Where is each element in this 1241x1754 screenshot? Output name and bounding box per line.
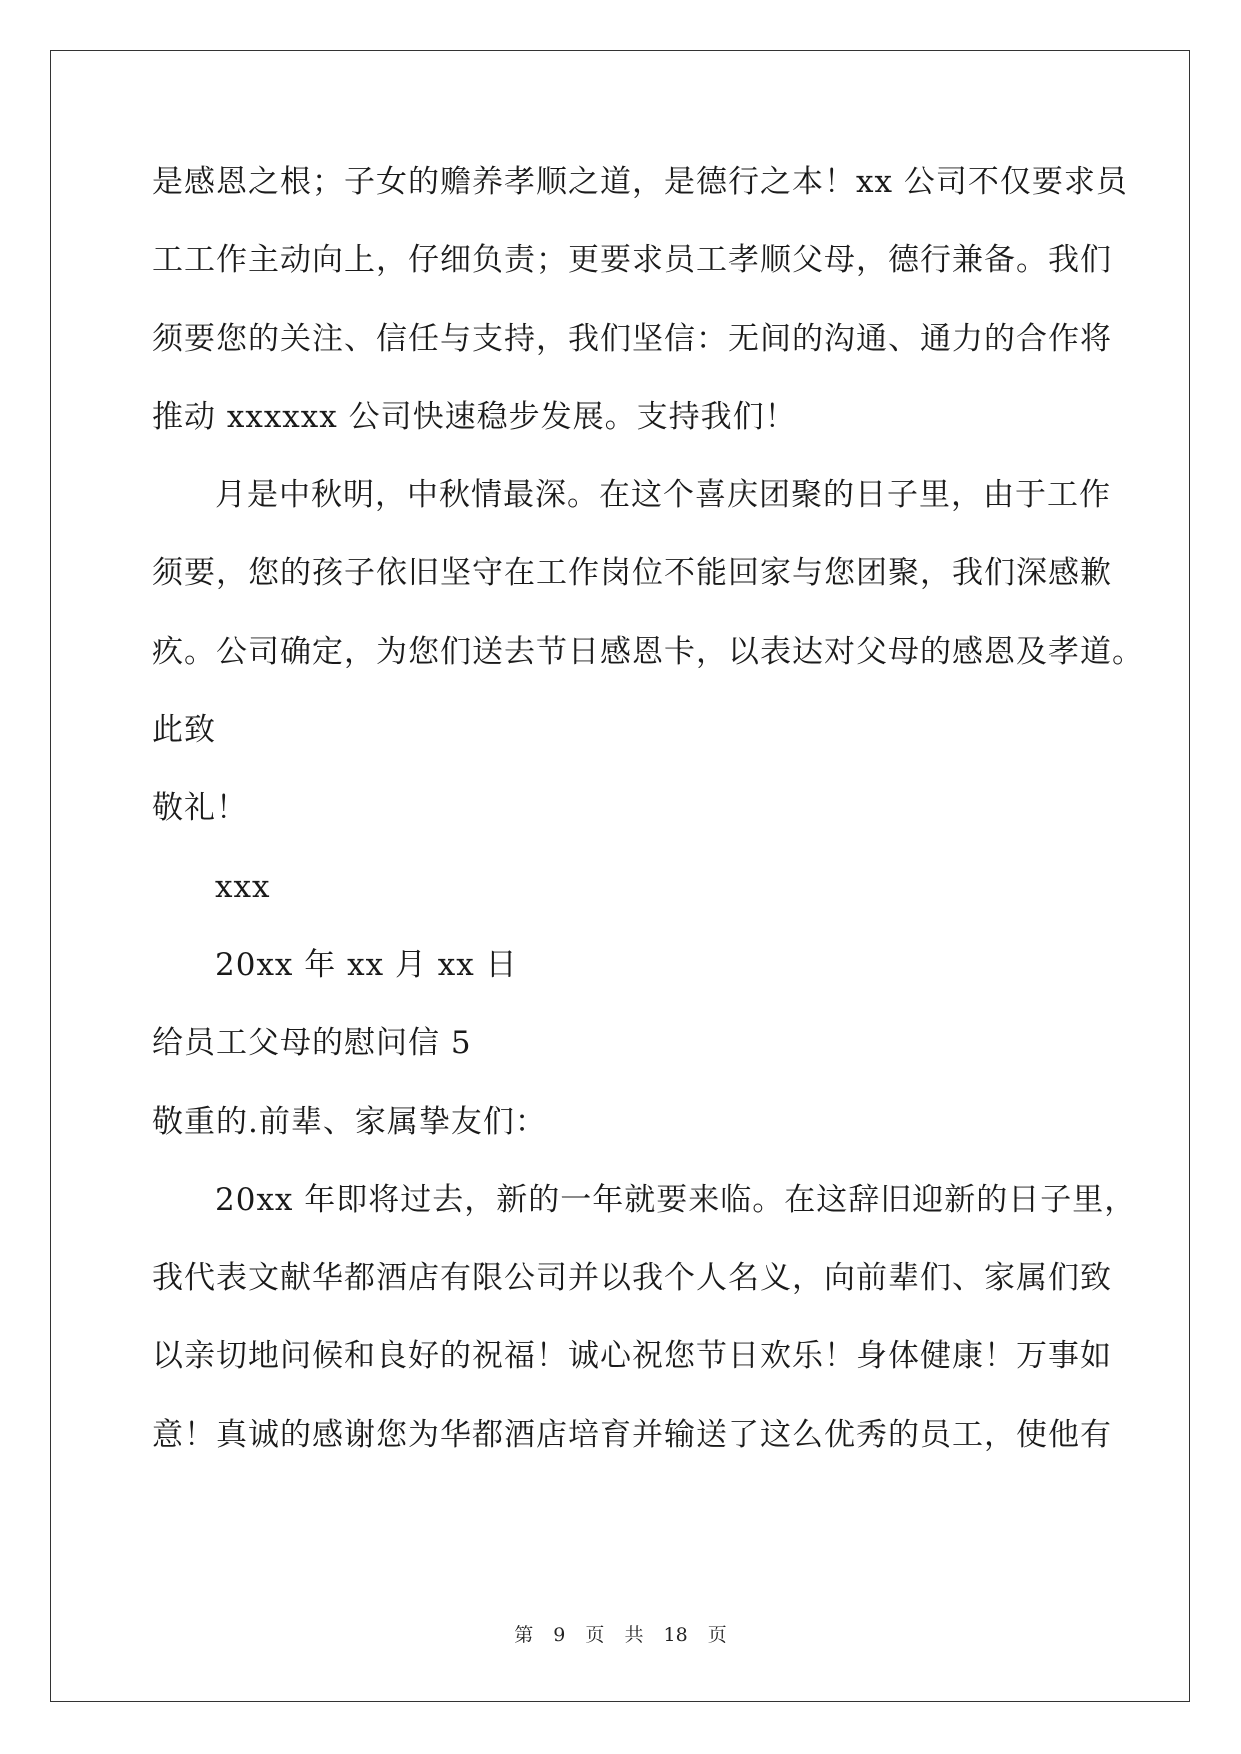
paragraph-line: 意！真诚的感谢您为华都酒店培育并输送了这么优秀的员工，使他有: [152, 1416, 1112, 1453]
paragraph-line: 疚。公司确定，为您们送去节日感恩卡，以表达对父母的感恩及孝道。: [152, 633, 1144, 670]
paragraph-line: 20xx 年即将过去，新的一年就要来临。在这辞旧迎新的日子里，: [215, 1181, 1137, 1218]
paragraph-line: 工工作主动向上，仔细负责；更要求员工孝顺父母，德行兼备。我们: [152, 242, 1112, 279]
closing-salutation: 此致: [152, 712, 216, 749]
paragraph-line: 以亲切地问候和良好的祝福！诚心祝您节日欢乐！身体健康！万事如: [152, 1338, 1112, 1375]
page-total: 共 18 页: [624, 1624, 727, 1646]
letter-greeting: 敬重的.前辈、家属挚友们：: [152, 1103, 547, 1140]
document-body: [152, 160, 1144, 1491]
paragraph-line: 月是中秋明，中秋情最深。在这个喜庆团聚的日子里，由于工作: [215, 477, 1111, 514]
letter-date: 20xx 年 xx 月 xx 日: [215, 946, 518, 983]
paragraph-line: 推动 xxxxxx 公司快速稳步发展。支持我们！: [152, 398, 797, 435]
paragraph-line: 须要您的关注、信任与支持，我们坚信：无间的沟通、通力的合作将: [152, 320, 1112, 357]
paragraph-line: 须要，您的孩子依旧坚守在工作岗位不能回家与您团聚，我们深感歉: [152, 555, 1112, 592]
closing-regards: 敬礼！: [152, 790, 248, 827]
page-number: 第 9 页: [514, 1624, 605, 1646]
paragraph-line: 我代表文献华都酒店有限公司并以我个人名义，向前辈们、家属们致: [152, 1260, 1112, 1297]
paragraph-line: 是感恩之根；子女的赡养孝顺之道，是德行之本！xx 公司不仅要求员: [152, 164, 1128, 200]
signature: xxx: [215, 868, 271, 905]
section-heading: 给员工父母的慰问信 5: [152, 1025, 472, 1062]
page-footer: [0, 1620, 1241, 1647]
